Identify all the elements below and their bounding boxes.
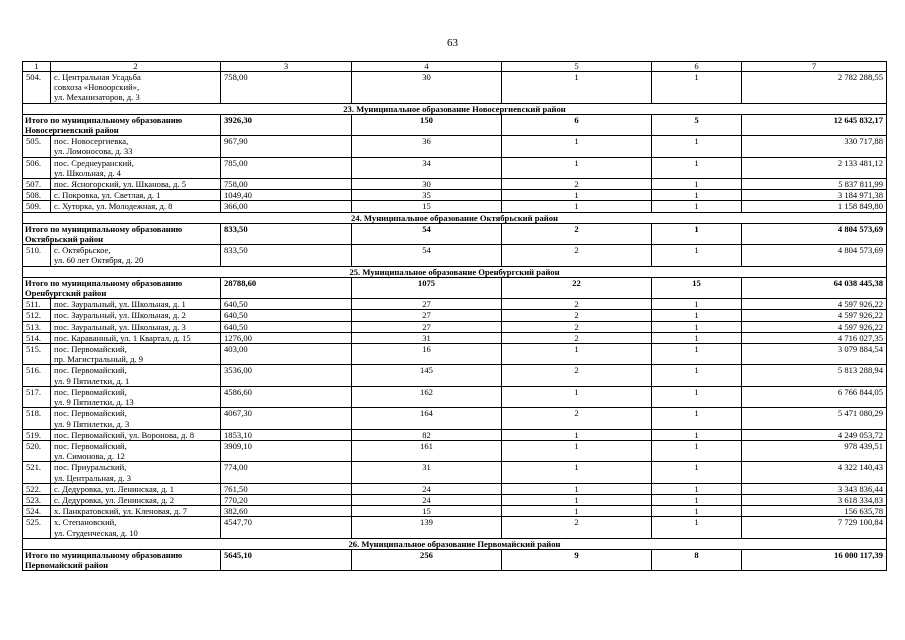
address <box>51 310 221 321</box>
column-6-value: 1 <box>652 365 742 386</box>
address-line: ул. Школьная, д. 4 <box>54 167 121 178</box>
address <box>51 386 221 407</box>
address <box>51 321 221 332</box>
column-5-value: 1 <box>502 429 652 440</box>
section-heading: 23. Муниципальное образование Новосергиевский район <box>23 103 887 114</box>
sum-value: 5 837 811,99 <box>742 179 887 190</box>
column-6-value: 1 <box>652 72 742 104</box>
column-5-value: 2 <box>502 517 652 538</box>
area-value: 758,00 <box>221 72 352 104</box>
section-heading-row <box>23 212 887 223</box>
area-value: 1276,00 <box>221 332 352 343</box>
column-4-value: 54 <box>352 223 502 244</box>
sum-value: 156 635,78 <box>742 506 887 517</box>
row-number: 520. <box>23 440 51 461</box>
address <box>51 517 221 538</box>
row-number: 517. <box>23 386 51 407</box>
total-label <box>23 549 221 570</box>
address-line: ул. Центральная, д. 3 <box>54 472 132 483</box>
table-row <box>23 245 887 266</box>
column-4-value: 31 <box>352 462 502 483</box>
sum-value: 5 813 288,94 <box>742 365 887 386</box>
column-6-value: 1 <box>652 299 742 310</box>
row-number: 507. <box>23 179 51 190</box>
column-6-value: 1 <box>652 245 742 266</box>
column-6-value: 1 <box>652 429 742 440</box>
table-row <box>23 136 887 157</box>
section-heading-row <box>23 538 887 549</box>
section-heading: 25. Муниципальное образование Оренбургский район <box>23 266 887 277</box>
column-5-value: 1 <box>502 201 652 212</box>
column-number: 6 <box>652 62 742 72</box>
column-5-value: 2 <box>502 310 652 321</box>
column-5-value: 1 <box>502 136 652 157</box>
column-5-value: 1 <box>502 483 652 494</box>
address <box>51 462 221 483</box>
table-row <box>23 190 887 201</box>
area-value: 382,60 <box>221 506 352 517</box>
address <box>51 201 221 212</box>
address <box>51 506 221 517</box>
address-line: пос. Караванный, ул. 1 Квартал, д. 15 <box>54 332 191 343</box>
address-line: совхоза «Новоорский», <box>54 82 140 93</box>
column-5-value: 2 <box>502 321 652 332</box>
address-line: пос. Зауральный, ул. Школьная, д. 3 <box>54 321 186 332</box>
column-6-value: 1 <box>652 201 742 212</box>
column-number: 2 <box>51 62 221 72</box>
total-label <box>23 223 221 244</box>
row-number: 504. <box>23 72 51 104</box>
address <box>51 365 221 386</box>
column-5-value: 9 <box>502 549 652 570</box>
address <box>51 179 221 190</box>
address <box>51 157 221 178</box>
area-value: 833,50 <box>221 223 352 244</box>
area-value: 761,50 <box>221 483 352 494</box>
address-line: Итого по муниципальному образованию <box>25 223 183 234</box>
sum-value: 2 782 288,55 <box>742 72 887 104</box>
table-row <box>23 365 887 386</box>
column-4-value: 164 <box>352 408 502 429</box>
sum-value: 4 597 926,22 <box>742 321 887 332</box>
sum-value: 1 158 849,80 <box>742 201 887 212</box>
column-number: 4 <box>352 62 502 72</box>
column-4-value: 15 <box>352 201 502 212</box>
address <box>51 136 221 157</box>
column-4-value: 30 <box>352 72 502 104</box>
address-line: пос. Приуральский, <box>54 462 127 473</box>
address-line: с. Хуторка, ул. Молодежная, д. 8 <box>54 201 173 212</box>
column-4-value: 161 <box>352 440 502 461</box>
column-number: 5 <box>502 62 652 72</box>
column-5-value: 1 <box>502 72 652 104</box>
column-6-value: 1 <box>652 517 742 538</box>
address-line: ул. 9 Пятилетки, д. 1 <box>54 375 130 386</box>
column-4-value: 34 <box>352 157 502 178</box>
column-6-value: 1 <box>652 440 742 461</box>
column-4-value: 35 <box>352 190 502 201</box>
address-line: с. Покровка, ул. Светлая, д. 1 <box>54 190 161 201</box>
sum-value: 4 804 573,69 <box>742 245 887 266</box>
row-number: 511. <box>23 299 51 310</box>
column-6-value: 1 <box>652 332 742 343</box>
table-row <box>23 201 887 212</box>
address-line: пос. Первомайский, <box>54 408 127 419</box>
row-number: 515. <box>23 344 51 365</box>
column-6-value: 5 <box>652 114 742 135</box>
address-line: Итого по муниципальному образованию <box>25 277 183 288</box>
sum-value: 4 249 053,72 <box>742 429 887 440</box>
column-5-value: 2 <box>502 299 652 310</box>
area-value: 5645,10 <box>221 549 352 570</box>
row-number: 525. <box>23 517 51 538</box>
sum-value: 5 471 080,29 <box>742 408 887 429</box>
address <box>51 332 221 343</box>
row-number: 505. <box>23 136 51 157</box>
total-row <box>23 277 887 298</box>
table-row <box>23 157 887 178</box>
column-5-value: 1 <box>502 506 652 517</box>
column-4-value: 24 <box>352 494 502 505</box>
column-4-value: 15 <box>352 506 502 517</box>
area-value: 833,50 <box>221 245 352 266</box>
address-line: пос. Первомайский, <box>54 344 127 355</box>
column-4-value: 16 <box>352 344 502 365</box>
column-6-value: 1 <box>652 494 742 505</box>
address-line: пос. Первомайский, <box>54 365 127 376</box>
address-line: пос. Зауральный, ул. Школьная, д. 1 <box>54 299 186 310</box>
sum-value: 4 716 027,35 <box>742 332 887 343</box>
row-number: 513. <box>23 321 51 332</box>
total-row <box>23 549 887 570</box>
column-4-value: 145 <box>352 365 502 386</box>
column-number: 7 <box>742 62 887 72</box>
total-label <box>23 277 221 298</box>
row-number: 516. <box>23 365 51 386</box>
address-line: пр. Магистральный, д. 9 <box>54 354 144 365</box>
sum-value: 6 766 844,05 <box>742 386 887 407</box>
page-number: 63 <box>447 37 458 49</box>
table-row <box>23 429 887 440</box>
column-6-value: 1 <box>652 190 742 201</box>
address-line: Итого по муниципальному образованию <box>25 549 183 560</box>
address-line: пос. Среднеуранский, <box>54 157 134 168</box>
sum-value: 7 729 100,84 <box>742 517 887 538</box>
column-6-value: 1 <box>652 157 742 178</box>
column-5-value: 6 <box>502 114 652 135</box>
table-row <box>23 386 887 407</box>
table-row <box>23 408 887 429</box>
column-number-row <box>23 62 887 72</box>
column-4-value: 162 <box>352 386 502 407</box>
area-value: 770,20 <box>221 494 352 505</box>
sum-value: 2 133 481,12 <box>742 157 887 178</box>
column-5-value: 1 <box>502 462 652 483</box>
table-row <box>23 483 887 494</box>
row-number: 522. <box>23 483 51 494</box>
row-number: 519. <box>23 429 51 440</box>
sum-value: 978 439,51 <box>742 440 887 461</box>
row-number: 521. <box>23 462 51 483</box>
housing-register-table <box>22 61 887 571</box>
column-4-value: 1075 <box>352 277 502 298</box>
column-4-value: 30 <box>352 179 502 190</box>
total-row <box>23 223 887 244</box>
sum-value: 4 804 573,69 <box>742 223 887 244</box>
area-value: 774,00 <box>221 462 352 483</box>
section-heading-row <box>23 103 887 114</box>
column-6-value: 1 <box>652 408 742 429</box>
table-row <box>23 517 887 538</box>
column-number: 1 <box>23 62 51 72</box>
address-line: пос. Новосергиевка, <box>54 136 129 147</box>
column-5-value: 2 <box>502 408 652 429</box>
column-4-value: 139 <box>352 517 502 538</box>
column-6-value: 1 <box>652 179 742 190</box>
address-line: Новосергиевский район <box>25 125 119 136</box>
column-5-value: 2 <box>502 365 652 386</box>
table-row <box>23 506 887 517</box>
row-number: 518. <box>23 408 51 429</box>
area-value: 4586,60 <box>221 386 352 407</box>
address <box>51 299 221 310</box>
address-line: ул. Ломоносова, д. 33 <box>54 146 133 157</box>
column-5-value: 1 <box>502 494 652 505</box>
column-6-value: 15 <box>652 277 742 298</box>
column-5-value: 2 <box>502 245 652 266</box>
area-value: 967,90 <box>221 136 352 157</box>
column-5-value: 1 <box>502 190 652 201</box>
area-value: 4547,70 <box>221 517 352 538</box>
row-number: 509. <box>23 201 51 212</box>
table-row <box>23 72 887 104</box>
address-line: Первомайский район <box>25 560 109 571</box>
area-value: 640,50 <box>221 310 352 321</box>
address-line: ул. Симонова, д. 12 <box>54 451 125 462</box>
column-6-value: 1 <box>652 506 742 517</box>
address-line: Октябрьский район <box>25 234 104 245</box>
column-5-value: 1 <box>502 386 652 407</box>
address-line: ул. Студенческая, д. 10 <box>54 527 138 538</box>
column-6-value: 1 <box>652 386 742 407</box>
column-6-value: 1 <box>652 136 742 157</box>
column-6-value: 8 <box>652 549 742 570</box>
address-line: пос. Зауральный, ул. Школьная, д. 2 <box>54 310 186 321</box>
column-4-value: 82 <box>352 429 502 440</box>
address <box>51 440 221 461</box>
row-number: 524. <box>23 506 51 517</box>
address-line: ул. 9 Пятилетки, д. 3 <box>54 418 130 429</box>
table-row <box>23 344 887 365</box>
table-row <box>23 299 887 310</box>
address-line: с. Центральная Усадьба <box>54 72 141 82</box>
table-row <box>23 310 887 321</box>
table-row <box>23 332 887 343</box>
table-row <box>23 179 887 190</box>
column-6-value: 1 <box>652 321 742 332</box>
sum-value: 4 322 140,43 <box>742 462 887 483</box>
area-value: 366,00 <box>221 201 352 212</box>
address <box>51 483 221 494</box>
table-row <box>23 440 887 461</box>
sum-value: 3 618 334,83 <box>742 494 887 505</box>
area-value: 3536,00 <box>221 365 352 386</box>
column-5-value: 2 <box>502 223 652 244</box>
address-line: с. Октябрьское, <box>54 245 111 256</box>
column-6-value: 1 <box>652 223 742 244</box>
address <box>51 429 221 440</box>
address-line: Оренбургский район <box>25 288 107 299</box>
sum-value: 4 597 926,22 <box>742 310 887 321</box>
column-5-value: 22 <box>502 277 652 298</box>
address <box>51 72 221 104</box>
address <box>51 190 221 201</box>
address-line: с. Дедуровка, ул. Ленинская, д. 1 <box>54 483 175 494</box>
area-value: 1853,10 <box>221 429 352 440</box>
address <box>51 494 221 505</box>
address-line: пос. Первомайский, ул. Воронова, д. 8 <box>54 429 194 440</box>
address-line: пос. Первомайский, <box>54 386 127 397</box>
column-5-value: 1 <box>502 440 652 461</box>
column-5-value: 2 <box>502 179 652 190</box>
column-6-value: 1 <box>652 310 742 321</box>
column-4-value: 256 <box>352 549 502 570</box>
address-line: пос. Первомайский, <box>54 440 127 451</box>
row-number: 523. <box>23 494 51 505</box>
column-4-value: 27 <box>352 310 502 321</box>
row-number: 512. <box>23 310 51 321</box>
address <box>51 408 221 429</box>
column-5-value: 2 <box>502 332 652 343</box>
address-line: Итого по муниципальному образованию <box>25 114 183 125</box>
total-label <box>23 114 221 135</box>
address <box>51 344 221 365</box>
column-5-value: 1 <box>502 157 652 178</box>
sum-value: 3 184 971,38 <box>742 190 887 201</box>
address-line: ул. 9 Пятилетки, д. 13 <box>54 397 134 408</box>
area-value: 3926,30 <box>221 114 352 135</box>
area-value: 758,00 <box>221 179 352 190</box>
column-4-value: 24 <box>352 483 502 494</box>
area-value: 3909,10 <box>221 440 352 461</box>
table-row <box>23 321 887 332</box>
column-6-value: 1 <box>652 344 742 365</box>
section-heading: 24. Муниципальное образование Октябрьский район <box>23 212 887 223</box>
total-row <box>23 114 887 135</box>
address-line: ул. 60 лет Октября, д. 20 <box>54 255 144 266</box>
column-4-value: 27 <box>352 299 502 310</box>
section-heading: 26. Муниципальное образование Первомайский район <box>23 538 887 549</box>
row-number: 514. <box>23 332 51 343</box>
row-number: 508. <box>23 190 51 201</box>
table-row <box>23 494 887 505</box>
sum-value: 64 038 445,38 <box>742 277 887 298</box>
row-number: 510. <box>23 245 51 266</box>
sum-value: 3 079 884,54 <box>742 344 887 365</box>
address-line: пос. Ясногорский, ул. Шканова, д. 5 <box>54 179 187 190</box>
address-line: ул. Механизаторов, д. 3 <box>54 92 140 103</box>
row-number: 506. <box>23 157 51 178</box>
sum-value: 12 645 832,17 <box>742 114 887 135</box>
area-value: 28788,60 <box>221 277 352 298</box>
address <box>51 245 221 266</box>
area-value: 785,00 <box>221 157 352 178</box>
column-4-value: 54 <box>352 245 502 266</box>
area-value: 640,50 <box>221 321 352 332</box>
table-row <box>23 462 887 483</box>
address-line: с. Дедуровка, ул. Ленинская, д. 2 <box>54 494 175 505</box>
sum-value: 330 717,88 <box>742 136 887 157</box>
sum-value: 3 343 836,44 <box>742 483 887 494</box>
section-heading-row <box>23 266 887 277</box>
area-value: 1049,40 <box>221 190 352 201</box>
area-value: 640,50 <box>221 299 352 310</box>
column-4-value: 27 <box>352 321 502 332</box>
column-4-value: 36 <box>352 136 502 157</box>
address-line: х. Степановский, <box>54 517 117 528</box>
column-6-value: 1 <box>652 483 742 494</box>
column-5-value: 1 <box>502 344 652 365</box>
column-4-value: 31 <box>352 332 502 343</box>
column-6-value: 1 <box>652 462 742 483</box>
address-line: х. Панкратовский, ул. Кленовая, д. 7 <box>54 506 187 517</box>
column-4-value: 150 <box>352 114 502 135</box>
sum-value: 16 000 117,39 <box>742 549 887 570</box>
sum-value: 4 597 926,22 <box>742 299 887 310</box>
area-value: 4067,30 <box>221 408 352 429</box>
column-number: 3 <box>221 62 352 72</box>
area-value: 403,00 <box>221 344 352 365</box>
